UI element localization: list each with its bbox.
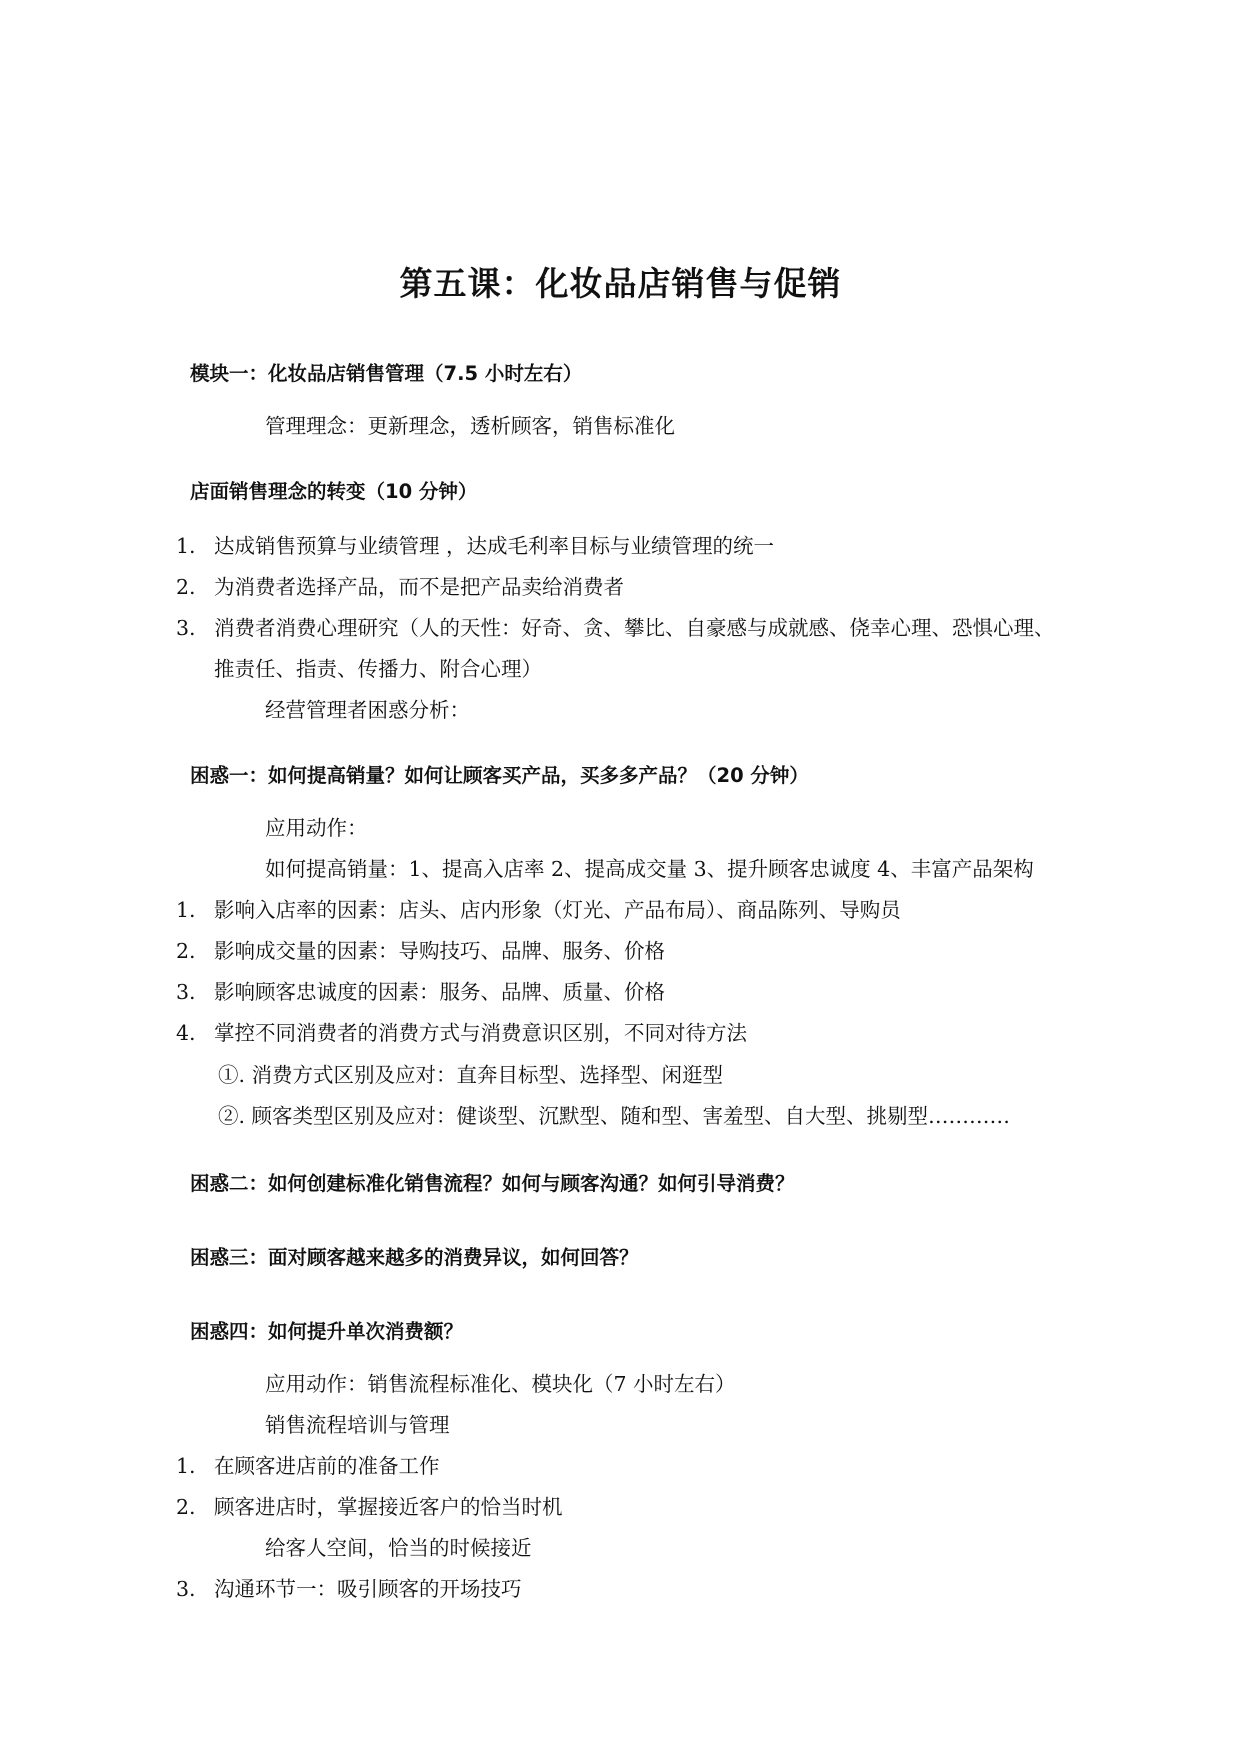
sub-item: ①. 消费方式区别及应对：直奔目标型、选择型、闲逛型 <box>218 1063 724 1087</box>
confusion2-heading: 困惑二：如何创建标准化销售流程？如何与顾客沟通？如何引导消费？ <box>190 1172 795 1195</box>
list-text: 影响成交量的因素：导购技巧、品牌、服务、价格 <box>214 939 665 963</box>
list-text: 影响入店率的因素：店头、店内形象（灯光、产品布局）、商品陈列、导购员 <box>214 898 901 922</box>
list-text: 影响顾客忠诚度的因素：服务、品牌、质量、价格 <box>214 980 665 1004</box>
list-number: 3. <box>176 980 196 1004</box>
list-number: 1. <box>176 898 196 922</box>
list-number: 2. <box>176 939 196 963</box>
sub-item: ②. 顾客类型区别及应对：健谈型、沉默型、随和型、害羞型、自大型、挑剔型………… <box>218 1104 1011 1128</box>
list-text: 沟通环节一：吸引顾客的开场技巧 <box>214 1577 522 1601</box>
confusion1-action: 应用动作： <box>265 816 368 840</box>
list-number: 4. <box>176 1021 196 1045</box>
list-number: 3. <box>176 616 196 640</box>
list-number: 1. <box>176 534 196 558</box>
list-number: 2. <box>176 1495 196 1519</box>
list-text-continuation: 推责任、指责、传播力、附合心理） <box>214 657 542 681</box>
list-number: 2. <box>176 575 196 599</box>
training-label: 销售流程培训与管理 <box>265 1413 450 1437</box>
list-text: 为消费者选择产品，而不是把产品卖给消费者 <box>214 575 624 599</box>
list-text: 消费者消费心理研究（人的天性：好奇、贪、攀比、自豪感与成就感、侥幸心理、恐惧心理、 <box>214 616 1055 640</box>
space-note: 给客人空间，恰当的时候接近 <box>265 1536 532 1560</box>
module1-heading: 模块一：化妆品店销售管理（7.5 小时左右） <box>190 362 583 385</box>
management-concept: 管理理念：更新理念，透析顾客，销售标准化 <box>265 414 675 438</box>
analysis-label: 经营管理者困惑分析： <box>265 698 470 722</box>
confusion4-heading: 困惑四：如何提升单次消费额？ <box>190 1320 464 1343</box>
confusion3-heading: 困惑三：面对顾客越来越多的消费异议，如何回答？ <box>190 1246 639 1269</box>
page-title: 第五课：化妆品店销售与促销 <box>399 264 842 303</box>
list-text: 在顾客进店前的准备工作 <box>214 1454 440 1478</box>
section-transform-heading: 店面销售理念的转变（10 分钟） <box>190 480 478 503</box>
confusion1-how: 如何提高销量：1、提高入店率 2、提高成交量 3、提升顾客忠诚度 4、丰富产品架构 <box>265 857 1034 881</box>
confusion4-action: 应用动作：销售流程标准化、模块化（7 小时左右） <box>265 1372 736 1396</box>
list-text: 掌控不同消费者的消费方式与消费意识区别，不同对待方法 <box>214 1021 747 1045</box>
list-number: 3. <box>176 1577 196 1601</box>
list-text: 达成销售预算与业绩管理 ，达成毛利率目标与业绩管理的统一 <box>214 534 775 558</box>
confusion1-heading: 困惑一：如何提高销量？如何让顾客买产品，买多多产品？（20 分钟） <box>190 764 809 787</box>
list-text: 顾客进店时，掌握接近客户的恰当时机 <box>214 1495 563 1519</box>
list-number: 1. <box>176 1454 196 1478</box>
